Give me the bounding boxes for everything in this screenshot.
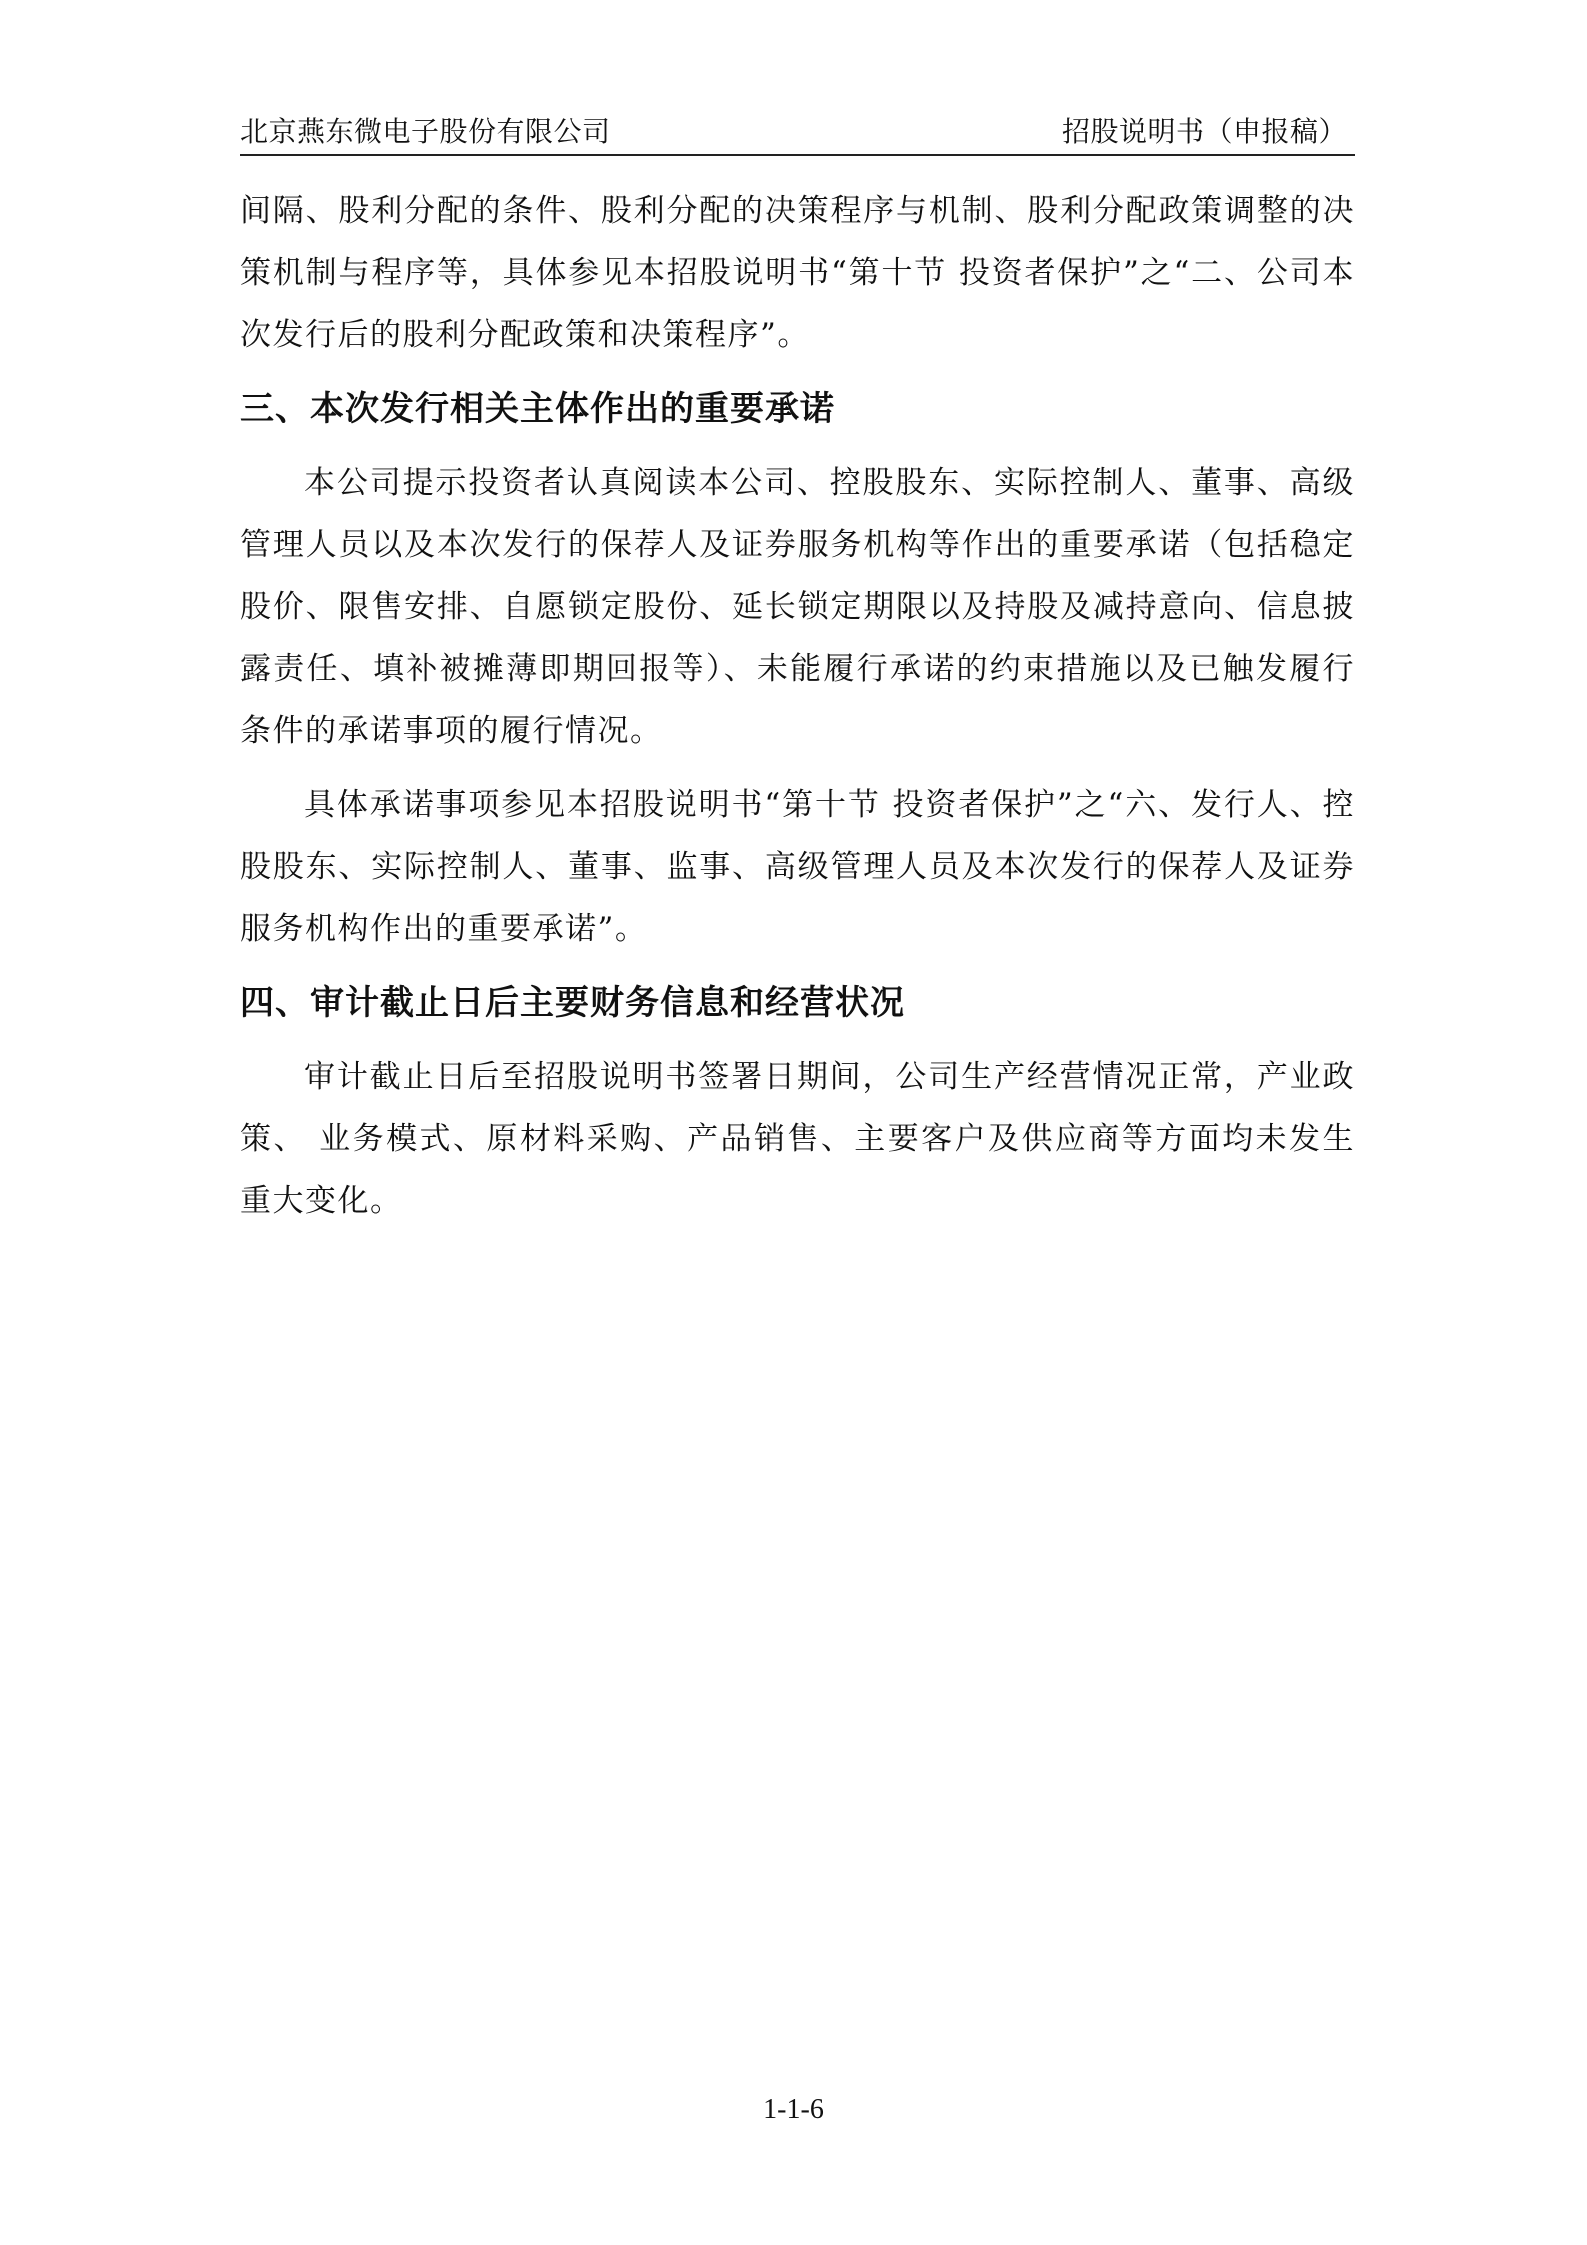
paragraph-commitments-reference: 具体承诺事项参见本招股说明书“第十节 投资者保护”之“六、发行人、控股股东、实际控制人、董事、监事、高级管理人员及本次发行的保荐人及证券服务机构作出的重要承诺”。 xyxy=(240,787,1355,947)
page-body xyxy=(240,180,1355,1232)
paragraph-post-audit-status: 审计截止日后至招股说明书签署日期间，公司生产经营情况正常，产业政策、 业务模式、原材料采购、产品销售、主要客户及供应商等方面均未发生重大变化。 xyxy=(240,1059,1355,1219)
paragraph-commitments-notice: 本公司提示投资者认真阅读本公司、控股股东、实际控制人、董事、高级管理人员以及本次发行的保荐人及证券服务机构等作出的重要承诺（包括稳定股价、限售安排、自愿锁定股份、延长锁定期限以及持股及减持意向、信息披露责任、填补被摊薄即期回报等）、未能履行承诺的约束措施以及已触发履行条件的承诺事项的履行情况。 xyxy=(240,465,1355,749)
page-number: 1-1-6 xyxy=(763,2094,824,2125)
section-heading-post-audit: 四、审计截止日后主要财务信息和经营状况 xyxy=(240,983,905,1023)
header-company-name: 北京燕东微电子股份有限公司 xyxy=(240,115,611,148)
section-heading-commitments: 三、本次发行相关主体作出的重要承诺 xyxy=(240,389,835,429)
page-header xyxy=(240,112,1355,156)
paragraph-dividend-policy-continued: 间隔、股利分配的条件、股利分配的决策程序与机制、股利分配政策调整的决策机制与程序等，具体参见本招股说明书“第十节 投资者保护”之“二、公司本次发行后的股利分配政策和决策程序”。 xyxy=(240,193,1355,353)
header-document-type: 招股说明书（申报稿） xyxy=(1061,115,1347,148)
